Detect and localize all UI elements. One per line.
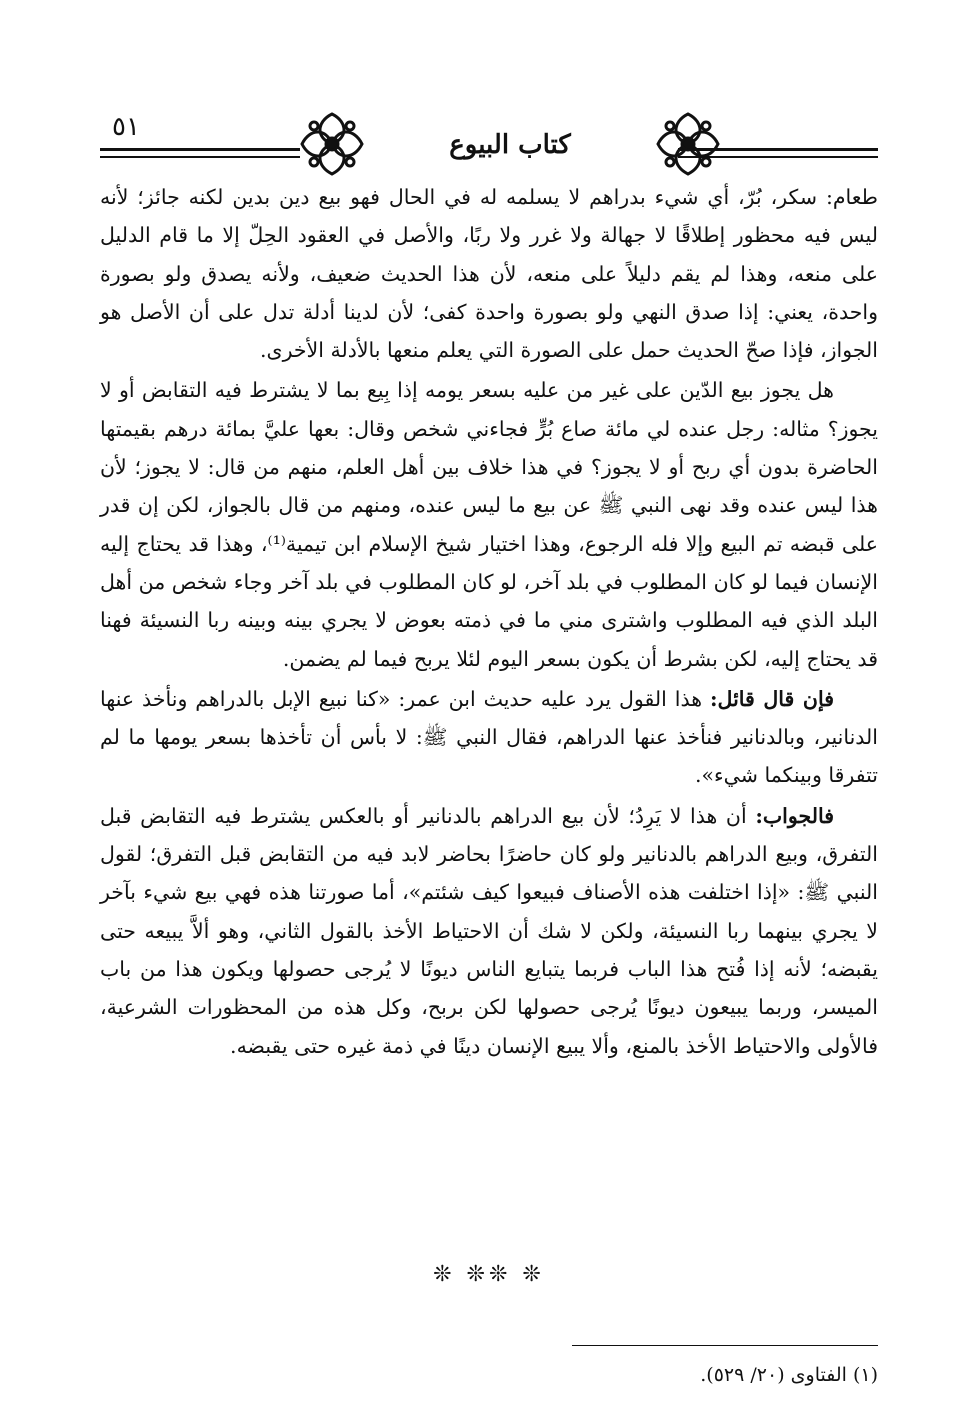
ornament-icon (652, 108, 724, 180)
header-rule (100, 156, 300, 158)
paragraph-text: طعام: سكر، بُرّ، أي شيء بدراهم لا يسلمه له في الحال فهو بيع دين بدين لكنه جائز؛ لأنه ليس فيه محظور إطلاقًا لا جهالة ولا غرر ولا ربًا، والأصل في العقود الحِلّ إلا ما قام الدليل على منعه، وهذا لم يقم دليلاً على منعه، لأن هذا الحديث ضعيف، ولأنه يصدق ولو بصورة واحدة، يعني: إذا صدق النهي ولو بصورة واحدة كفى؛ لأن لدينا أدلة تدل على أن الأصل هو الجواز، فإذا صحّ الحديث حمل على الصورة التي يعلم منعها بالأدلة الأخرى. (100, 185, 878, 363)
book-title: كتاب البيوع (449, 130, 571, 160)
paragraph-text: هذا القول يرد عليه حديث ابن عمر: «كنا نبيع الإبل بالدراهم ونأخذ عنها الدنانير، وبالدنانير فنأخذ عنها الدراهم، فقال النبي ﷺ: لا بأس أن تأخذها بسعر يومها ما لم تتفرقا وبينكما شيء». (100, 686, 878, 788)
paragraph-lead: فالجواب: (755, 803, 834, 828)
paragraph (100, 797, 878, 1065)
footnote: (١) الفتاوى (٢٠/ ٥٢٩). (700, 1364, 878, 1386)
body-text (100, 178, 878, 1067)
paragraph (100, 178, 878, 369)
header-rule (100, 148, 300, 151)
paragraph-text: هل يجوز بيع الدّين على غير من عليه بسعر يومه إذا بِيع بما لا يشترط فيه التقابض أو لا يجوز؟ مثاله: رجل عنده لي مائة صاع بُرٍّ فجاءني شخص وقال: بعها عليَّ بمائة درهم بقيمتها الحاضرة بدون أي ربح أو لا يجوز؟ في هذا خلاف بين أهل العلم، منهم من قال: لا يجوز؛ لأن هذا ليس عنده وقد نهى النبي ﷺ عن بيع ما ليس عنده، ومنهم من قال بالجواز، لكن إن قدر على قبضه تم البيع وإلا فله الرجوع، وهذا اختيار شيخ الإسلام ابن تيمية⁽¹⁾، وهذا قد يحتاج إليه الإنسان فيما لو كان المطلوب في بلد آخر، لو كان المطلوب في بلد آخر وجاء شخص من أهل البلد الذي فيه المطلوب واشترى مني ما في ذمته بعوض لا يجري بينه وبينه ربا النسيئة فهنا قد يحتاج إليه، لكن بشرط أن يكون بسعر اليوم لئلا يربح فيما لم يضمن. (100, 378, 879, 671)
paragraph (100, 371, 878, 677)
page-number: ٥١ (112, 112, 140, 142)
paragraph-text: أن هذا لا يَرِدُ؛ لأن بيع الدراهم بالدنانير أو بالعكس يشترط فيه التقابض قبل التفرق، وبيع الدراهم بالدنانير ولو كان حاضرًا بحاضر لابد فيه من التقابض قبل التفرق؛ لقول النبي ﷺ: «إذا اختلفت هذه الأصناف فبيعوا كيف شئتم»، أما صورتنا هذه فهي بيع شيء بآخر لا يجري بينهما ربا النسيئة، ولكن لا شك أن الاحتياط الأخذ بالقول الثاني، وهو ألاَّ يبيعه حتى يقبضه؛ لأنه إذا فُتح هذا الباب فربما يتبايع الناس ديونًا لا يُرجى حصولها ويكون هذا من باب الميسر، وربما يبيعون ديونًا يُرجى حصولها لكن بربح، وكل هذه من المحظورات الشرعية، فالأولى والاحتياط الأخذ بالمنع، وألا يبيع الإنسان دينًا في ذمة غيره حتى يقبضه. (100, 803, 878, 1058)
section-separator: ❊ ❊❊ ❊ (433, 1262, 545, 1287)
paragraph-lead: فإن قال قائل: (709, 686, 834, 711)
footnote-rule (572, 1345, 878, 1346)
paragraph (100, 680, 878, 795)
page-header (100, 100, 878, 180)
ornament-icon (296, 108, 368, 180)
